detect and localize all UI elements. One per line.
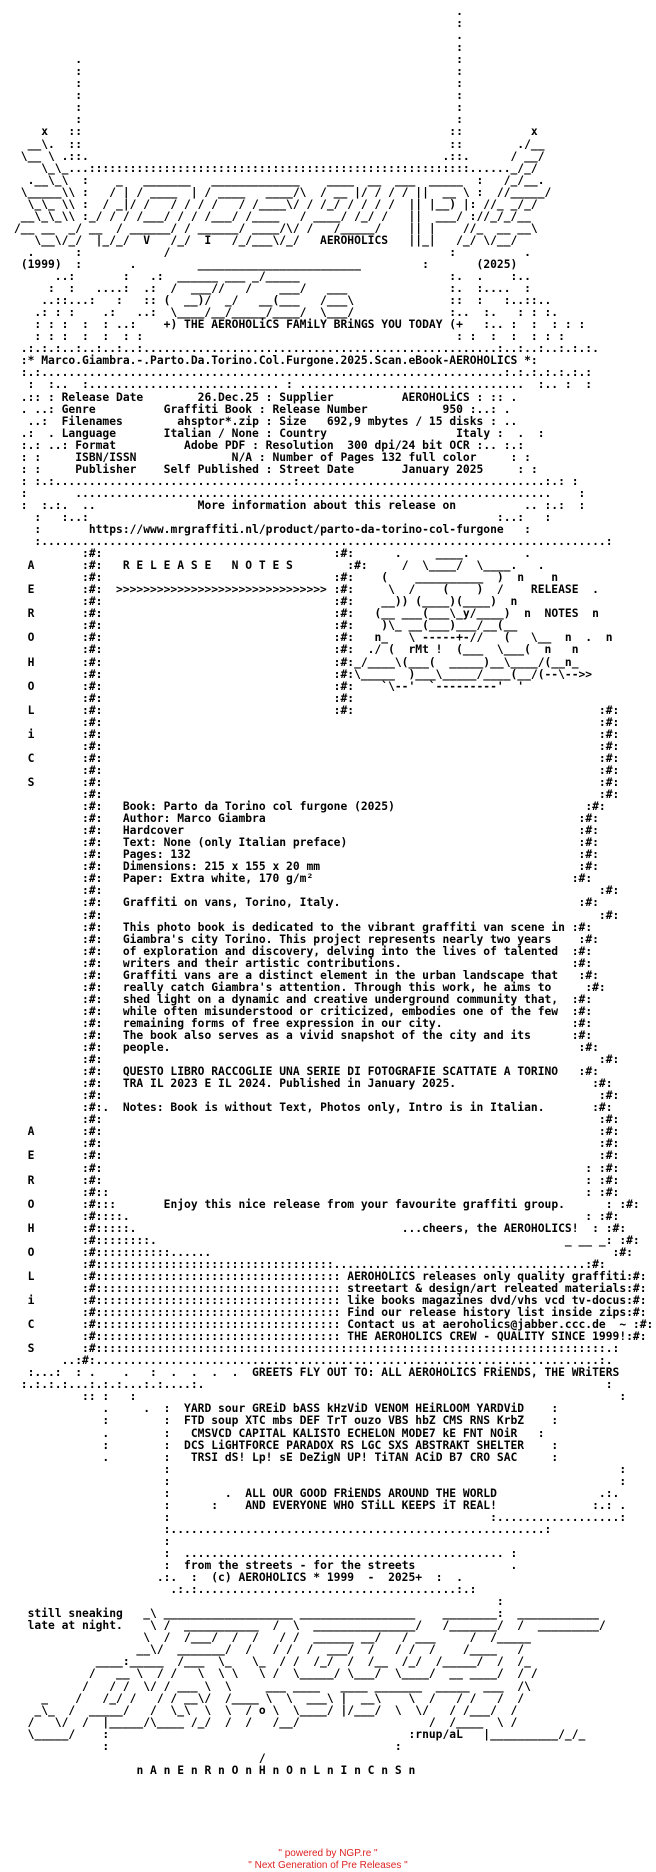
- powered-by: " powered by NGP.re ": [278, 1848, 378, 1859]
- next-generation: " Next Generation of Pre Releases ": [248, 1860, 408, 1871]
- nfo-ascii-art: . : . : . : : : : : : : : : : : x :: :: x __\. :: :: ./__ \__ \ .::. .::. / __/ \_\_...::::::::::::::::::::::::::::::::::::::::::::::::::::::::......_/_/ .__\_\ : _ _______ _____________ ____ __ ___ _____ : /_/__. \_____\\ : / | / ____ | / ____ ____/\ / __ |/ / / / || __ \ : //_____/ \_\_ \\ : / _|/ / / / / / / /____\/ / /_/ / / / / || |__) |: //_ _/_/ __\_\_\\ :_/ / / /___/ / / /___/ /____ / ____/ /_/ / || ___/ ://_/_/__ /__ __ _/ __ / ______/ / ______/ ____/\/ / /_____/ || | //_ __ __\ \__\/_/ |_/_/ V /_/ I /_/___\/_/ AEROHOLICS ||_| /_/ \/__/ . : / : . (1999) : . ________________________ : (2025) ..: : .: ______ ___ _/_____ :. . :.. : : ....: .: / ___// / ___/ ___ :. :.... : ..::...: : :: ( __)/ _/ __(___ /___\ :: : :..::.. .: : : .: ..: \____/__/_____/____/ \___/ :.. :. : : :. : : : : : ..: +) THE AEROHOLiCS FAMiLY BRiNGS YOU TODAY (+ :.. : : : : : : : : : : : : : : : : : : : .:.:.:..:..:..:..:....................................................:..:..:..:.:.:. :* Marco.Giambra.-.Parto.Da.Torino.Col.Furgone.2025.Scan.eBook-AEROHOLICS *: :.:....................................................................:.:.:.:.:.:.: : :.. :............................ : ................................. :.. : : .:: : Release Date 26.Dec.25 : Supplier AEROHOLiCS : :: . . ..: Genre Graffiti Book : Release Number 950 :..: . ..: Filenames ahsptor*.zip : Size 692,9 mbytes / 15 disks : .. .: . Language Italian / None : Country Italy : . : :.: ..: Format Adobe PDF : Resolution 300 dpi/24 bit OCR :.. :.: : : ISBN/ISSN N/A : Number of Pages 132 full color : : : : Publisher Self Published : Street Date January 2025 : : : :.:...................................:....................................:.: : : ...................................................................... : : :.:. .. More information about this release on .. :.: : : :..: :..: : : https://www.mrgraffiti.nl/product/parto-da-torino-col-furgone : :...................................................................................: :#: :#: . ____. . A :#: R E L E A S E N O T E S :#: / \____/ \____. . :#: :#: ( __________ ) n n E :#: >>>>>>>>>>>>>>>>>>>>>>>>>>>>>>> :#: \ / ( ) / RELEASE . :#: :#: __)) (____)(____) n R :#: :#: (__ ___(___\_y/____) n NOTES n :#: :#: )\_ __(___)___/__(__ O :#: :#: n_ \ -----+-// ( \__ n . n :#: :#: ./ ( rMt ! (___ \___( n n H :#: :#:_/____\(___( _____)__\____/(__n_ :#: :#:\_____ )___\_____/____(__/(--\-->> O :#: :#: `\--' `---------' ' :#: :#: L :#: :#: :#: :#: :#: i :#: :#: :#: :#: C :#: :#: :#: :#: S :#: :#: :#: :#: :#: Book: Parto da Torino col furgone (2025) :#: :#: Author: Marco Giambra :#: :#: Hardcover :#: :#: Text: None (only Italian preface) :#: :#: Pages: 132 :#: :#: Dimensions: 215 x 155 x 20 mm :#: :#: Paper: Extra white, 170 g/m² :#: :#: :#: :#: Graffiti on vans, Torino, Italy. :#: :#: :#: :#: This photo book is dedicated to the vibrant graffiti van scene in :#: :#: Giambra's city Torino. This project represents nearly two years :#: :#: of exploration and discovery, delving into the lives of talented :#: :#: writers and their artistic contributions. :#: :#: Graffiti vans are a distinct element in the urban landscape that :#: :#: really catch Giambra's attention. Through this work, he aims to :#: :#: shed light on a dynamic and creative underground community that, :#: :#: while often misunderstood or criticized, embodies one of the few :#: :#: remaining forms of free expression in our city. :#: :#: The book also serves as a vivid snapshot of the city and its :#: :#: people. :#: :#: :#: :#: QUESTO LIBRO RACCOGLIE UNA SERIE DI FOTOGRAFIE SCATTATE A TORINO :#: :#: TRA IL 2023 E IL 2024. Published in January 2025. :#: :#: :#: :#:. Notes: Book is without Text, Photos only, Intro is in Italian. :#: :#: :#: A :#: :#: :#: :#: E :#: :#: :#: : :#: R :#: : :#: :#:: : :#: O :#::: Enjoy this nice release from your favourite graffiti group. : :#: :#::::. : :#: H :#:::::. ...cheers, the AEROHOLICS! : :#: :#::::::::. _ __ _: :#: O :#:::::::::::...... :#: :#:::::::::::::::::::::::::::::::::::.....................................:#: L :#:::::::::::::::::::::::::::::::::::: AEROHOLICS releases only quality graffiti:#: :#:::::::::::::::::::::::::::::::::::: streetart & design/art releated materials:#: i :#:::::::::::::::::::::::::::::::::::: like books magazines dvd/vhs vcd tv-docus:#: :#:::::::::::::::::::::::::::::::::::: Find our release history list inside zips:#: C :#:::::::::::::::::::::::::::::::::::: Contact us at aeroholics@jabber.ccc.de ~ :#: :#:::::::::::::::::::::::::::::::::::: THE AEROHOLICS CREW - QUALITY SINCE 1999!:#: S :#:::::::::::::::::::::::::::::::::::::::::::::::::::::::::::::::::::::::::::.: ..:#:..........................................................................:. :...: : . . : . . . . GREETS FLY OUT TO: ALL AEROHOLICS FRiENDS, THE WRiTERS :.:.:.:...:.:.:...:.:....:. : :: : : : . . : YARD sour GREiD bASS kHzViD VENOM HEiRLOOM YARDViD : : : FTD soup XTC mbs DEF TrT ouzo VBS hbZ CMS RNS KrbZ : . : CMSVCD CAPITAL KALISTO ECHELON MODE7 kE FNT NOiR : : : DCS LiGHTFORCE PARADOX RS LGC SXS ABSTRAKT SHELTER : . : TRSI dS! Lp! sE DeZigN UP! TiTAN ACiD B7 CRO SAC : : : : : : . ALL OUR GOOD FRiENDS AROUND THE WORLD .:. : : AND EVERYONE WHO STiLL KEEPS iT REAL! :.: . : :..................: :.......................................................: : : ............................................... : : from the streets - for the streets . .:. : (c) AEROHOLICS * 1999 - 2025+ : . .:.:......................................:.: : still sneaking _\ ___________________ _________________ ________: ____________ late at night. \ / ___________ / \ _______________/ /_______/ / _________/ \ / /___/ / / / / ______ __/ / ___ / /_____ __\/ _______/ / / / / ___/ / / / / /____ / ____:_____ /___ \_ \_ / / /_/ / /__ /_/ /_____/ / /_ / __ \ / / \ \ \ \ / \_____/ \___/ \____/ __ ____/ / / / / / \/ / ___ \ \ ___ ____ ____ _______ _____ ___ /\ _ / /_/ / / / __\/ /____ \ \ ___\ | __\ \ / / / / / _\_ / _____/ / \_\ \ \ / o \ \____/ |/___/ \ \/ / /___/ / / \/ / |_____/\____ /_/ / / /__/ / /____ \ / \_____/ : :rnup/aL |__________/_/_ : : / n A n E n R n O n H n O n L n I n C n S n: [14, 5, 654, 1777]
